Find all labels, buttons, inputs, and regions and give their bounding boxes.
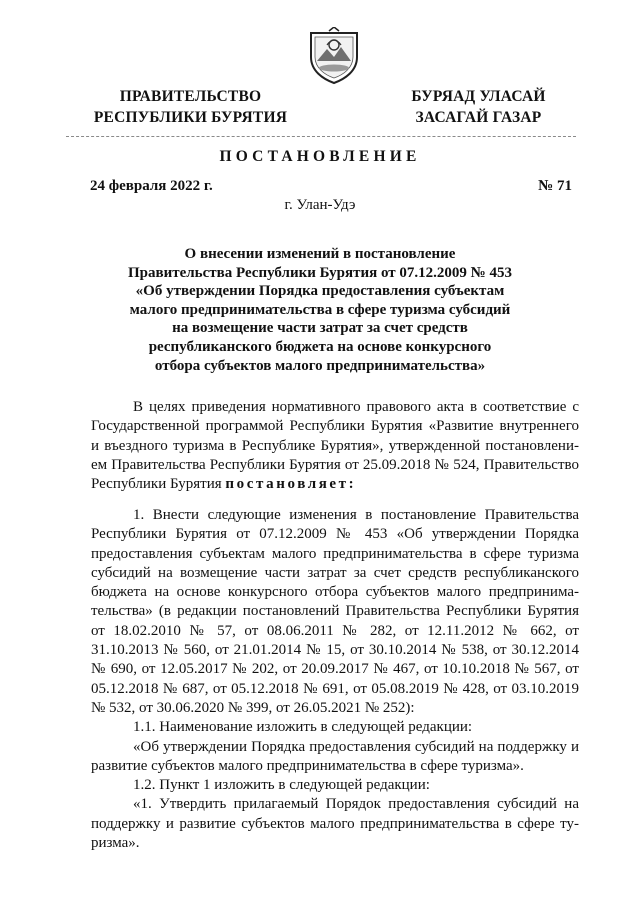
- org-line: РЕСПУБЛИКИ БУРЯТИЯ: [93, 109, 288, 126]
- org-line: ЗАСАГАЙ ГАЗАР: [415, 109, 542, 126]
- text-line: Государственной программой Республики Бурятия «Развитие внутреннего: [91, 418, 579, 435]
- coat-of-arms-icon: [307, 27, 361, 85]
- quote-line: поддержку и развитие субъектов малого предпринимательства в сфере ту-: [91, 815, 579, 832]
- text-line: от 18.02.2010 № 57, от 08.06.2011 № 282, от 12.11.2012 № 662, от: [91, 622, 579, 639]
- paragraph-1: [91, 506, 579, 853]
- quote-line: «Об утверждении Порядка предоставления субсидий на поддержку и: [133, 738, 579, 755]
- government-name-russian: [88, 86, 293, 128]
- org-line: ПРАВИТЕЛЬСТВО: [119, 88, 262, 105]
- title-line: на возмещение части затрат за счет средств: [172, 320, 468, 337]
- title-line: малого предпринимательства в сфере туризма субсидий: [129, 301, 511, 318]
- text-line: 31.10.2013 № 560, от 21.01.2014 № 15, от 30.10.2014 № 538, от 30.12.2014: [91, 642, 579, 659]
- title-line: О внесении изменений в постановление: [184, 246, 456, 262]
- org-line: БУРЯАД УЛАСАЙ: [411, 88, 546, 105]
- title-line: «Об утверждении Порядка предоставления субъектам: [135, 283, 505, 300]
- text-line: Республики Бурятия от 07.12.2009 № 453 «Об утверждении Порядка: [91, 526, 579, 543]
- text-line: бюджета на основе конкурсного отбора субъектов малого предпринима-: [91, 584, 579, 601]
- title-line: республиканского бюджета на основе конкурсного: [148, 338, 492, 355]
- document-city: г. Улан-Удэ: [284, 197, 356, 213]
- text-line: предоставления субъектам малого предпринимательства в сфере туризма: [91, 545, 579, 562]
- document-type-heading: ПОСТАНОВЛЕНИЕ: [219, 148, 421, 165]
- text-line: № 690, от 12.05.2017 № 202, от 20.09.2017 № 467, от 10.10.2018 № 567, от: [91, 661, 579, 678]
- title-line: отбора субъектов малого предпринимательства»: [154, 357, 486, 374]
- quote-line: ризма».: [91, 835, 140, 852]
- text-line: тельства» (в редакции постановлений Правительства Республики Бурятия: [91, 603, 579, 620]
- text-line: 1. Внести следующие изменения в постановление Правительства: [133, 507, 579, 523]
- preamble-tail: Республики Бурятия: [91, 476, 222, 493]
- document-date: 24 февраля 2022 г.: [90, 178, 213, 194]
- text-line: 05.12.2018 № 687, от 05.12.2018 № 691, от 05.08.2019 № 428, от 03.10.2019: [91, 680, 579, 697]
- quote-line: развитие субъектов малого предпринимательства в сфере туризма».: [91, 757, 524, 774]
- text-line: № 532, от 30.06.2020 № 399, от 26.05.2021 № 252):: [91, 699, 415, 716]
- header-divider: [66, 136, 576, 137]
- text-line: и въездного туризма в Республике Бурятия», утвержденной постановлени-: [91, 437, 579, 454]
- text-line: ем Правительства Республики Бурятия от 25.09.2018 № 524, Правительство: [91, 456, 579, 473]
- title-line: Правительства Республики Бурятия от 07.12.2009 № 453: [127, 264, 512, 281]
- preamble-paragraph: [91, 398, 579, 494]
- quote-line: «1. Утвердить прилагаемый Порядок предоставления субсидий на: [133, 796, 579, 813]
- text-line: [91, 475, 579, 494]
- text-line: В целях приведения нормативного правового акта в соответствие с: [133, 399, 579, 415]
- subparagraph-1-1: 1.1. Наименование изложить в следующей редакции:: [133, 719, 473, 736]
- decree-word: постановляет:: [225, 476, 357, 493]
- document-number: № 71: [538, 178, 572, 194]
- document-title: [110, 245, 530, 375]
- government-name-buryat: [386, 86, 571, 128]
- text-line: субсидий на возмещение части затрат за счет средств республиканского: [91, 564, 579, 581]
- subparagraph-1-2: 1.2. Пункт 1 изложить в следующей редакции:: [133, 777, 430, 794]
